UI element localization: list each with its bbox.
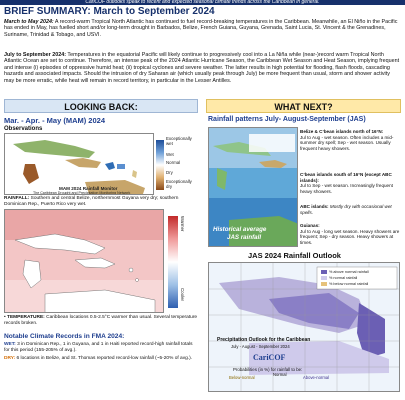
summary-mam-text: A record-warm Tropical North Atlantic has continued to fuel record-breaking temperatures in the Caribbean. Meanwhile, an El Niño in the Pacific has ended in May, has fuelled short and/or long-term drought in Barbados, Belize, French Guiana, Guyana, Grenada, Saint Lucia, St. Vincent & the Grenadines, Suriname, Trinidad & Tobago, and USVI. <box>4 19 398 38</box>
wet-text: 3 in Dominican Rep., 1 in Guyana, and 1 in Haiti reported record-high rainfall totals for this period (155-205% of avg.). <box>4 342 193 353</box>
summary-paragraph-jas <box>4 52 401 84</box>
dry-text: 6 locations in Belize, and St. Thomas reported record-low rainfall (~5-20% of avg.). <box>15 356 193 361</box>
bullet-icon: • <box>4 315 8 320</box>
outlook-map-graphic <box>209 263 400 392</box>
climatology-label-2: JAS rainfall <box>227 234 262 241</box>
summary-jas-text: Temperatures in the equatorial Pacific will likely continue to progressively cool into a La Niña while (near-)record warm Tropical North Atlantic Ocean are set to continue. Therefore, an intense peak of the 2024 Atlantic Hurricane Season, the Caribbean Wet Season and Heat Season, implying frequent and intense (i) episodes of oppressive humid heat; (ii) tropical cyclones and severe weather. The latter results in high potential for flooding, flash floods, cascading hazards and associated impacts. Should the intrusion of dry Saharan air (which usually peak through July) be more frequent than usual, storm and shower activity may be more erratic, while heat will remain in record territory, in particular in the Lesser Antilles. <box>4 52 400 84</box>
jas-outlook-map <box>208 262 400 392</box>
note-abc-islands <box>300 204 402 215</box>
legend-warmer: Warmer <box>180 216 185 232</box>
note-guianas <box>300 223 402 245</box>
mam-section-title: Mar. - Apr. - May (MAM) 2024 <box>4 116 105 125</box>
outlook-legend-below: % below normal rainfall <box>329 282 369 286</box>
prob-normal-label: Normal <box>273 372 287 377</box>
rainfall-legend-bar <box>156 140 164 190</box>
dry-label: DRY: <box>4 356 16 361</box>
temperature-label: TEMPERATURE: <box>7 315 45 320</box>
rainfall-label: RAINFALL: <box>4 196 30 201</box>
jas-outlook-title: JAS 2024 Rainfall Outlook <box>248 251 341 260</box>
note-guianas-title: Guianas: <box>300 223 320 228</box>
temperature-map-graphic <box>5 210 164 313</box>
legend-cooler: Cooler <box>180 288 185 301</box>
outlook-legend-normal: % normal rainfall <box>329 276 358 280</box>
probabilities-title: Probabilities (in %) for rainfall to be: <box>233 367 303 372</box>
note-south-16n-title: C’bean islands south of 16°N (except ABC islands): <box>300 172 392 183</box>
prob-below-label: Below-normal <box>229 375 255 380</box>
summary-jas-lead: July to September 2024: <box>4 52 67 58</box>
what-next-header: WHAT NEXT? <box>206 99 401 113</box>
note-north-16n-title: Belize & C’bean islands north of 16°N: <box>300 129 384 134</box>
records-title: Notable Climate Records in FMA 2024: <box>4 333 125 340</box>
wet-label: WET: <box>4 342 16 347</box>
jas-patterns-title: Rainfall patterns July- August-September (JAS) <box>208 116 366 123</box>
top-strip: CariCOF outlooks speak to recent and expected seasonal climate trends across the Caribbean in general. <box>0 0 405 5</box>
outlook-caption-1: Precipitation Outlook for the Caribbean <box>217 337 311 343</box>
note-abc-title: ABC islands: <box>300 204 329 209</box>
observations-title: Observations <box>4 126 43 132</box>
caricof-logo: CariCOF <box>253 353 286 362</box>
legend-wet: Wet <box>166 152 174 157</box>
rainfall-map-caption: MAM 2024 Rainfall Monitor <box>59 186 118 191</box>
mam-temperature-map <box>4 209 164 313</box>
legend-exceptionally-wet: Exceptionally wet <box>166 136 192 146</box>
dry-records <box>4 356 198 362</box>
temperature-legend-bar <box>168 216 178 308</box>
mam-rainfall-map <box>4 133 154 195</box>
legend-exceptionally-dry: Exceptionally dry <box>166 179 192 189</box>
outlook-legend-above: % above normal rainfall <box>329 270 369 274</box>
note-north-16n-text: Jul to Aug - wet season. Often includes a mid-summer dry spell; Sep - wet season. Usually frequent heavy showers. <box>300 134 394 151</box>
rainfall-map-credit: The Caribbean Drought and Precipitation Monitoring Network <box>33 191 131 195</box>
outlook-caption-2: July - August - September 2024 <box>231 344 290 349</box>
climatology-label-1: Historical average <box>213 226 267 233</box>
summary-paragraph-mam <box>4 19 401 38</box>
legend-dry: Dry <box>166 170 173 175</box>
rainfall-observation <box>4 196 198 208</box>
legend-normal: Normal <box>166 160 181 165</box>
rainfall-text: Southern and central Belize, northernmost Guyana very dry; southern Dominican Rep., Puerto Rico very wet. <box>4 196 179 207</box>
jas-climatology-map <box>208 127 298 247</box>
note-north-16n <box>300 129 402 151</box>
note-south-16n-text: Jul to Sep - wet season. Increasingly frequent heavy showers. <box>300 183 393 194</box>
note-south-16n <box>300 172 402 194</box>
prob-above-label: Above-normal <box>303 375 330 380</box>
brief-summary-title: BRIEF SUMMARY: March to September 2024 <box>4 6 215 17</box>
summary-mam-lead: March to May 2024: <box>4 19 54 25</box>
note-guianas-text: Jul to Aug - long wet season. Heavy showers are frequent; Sep - dry season. Heavy showers at times. <box>300 228 400 245</box>
wet-records <box>4 342 198 354</box>
looking-back-header: LOOKING BACK: <box>4 99 198 113</box>
note-abc-text: Mostly dry with occasional wet spells. <box>300 204 392 215</box>
temperature-observation <box>4 315 198 327</box>
temperature-text: Caribbean locations 0.5-2.5°C warmer than usual. Several temperature records broken. <box>4 315 198 326</box>
